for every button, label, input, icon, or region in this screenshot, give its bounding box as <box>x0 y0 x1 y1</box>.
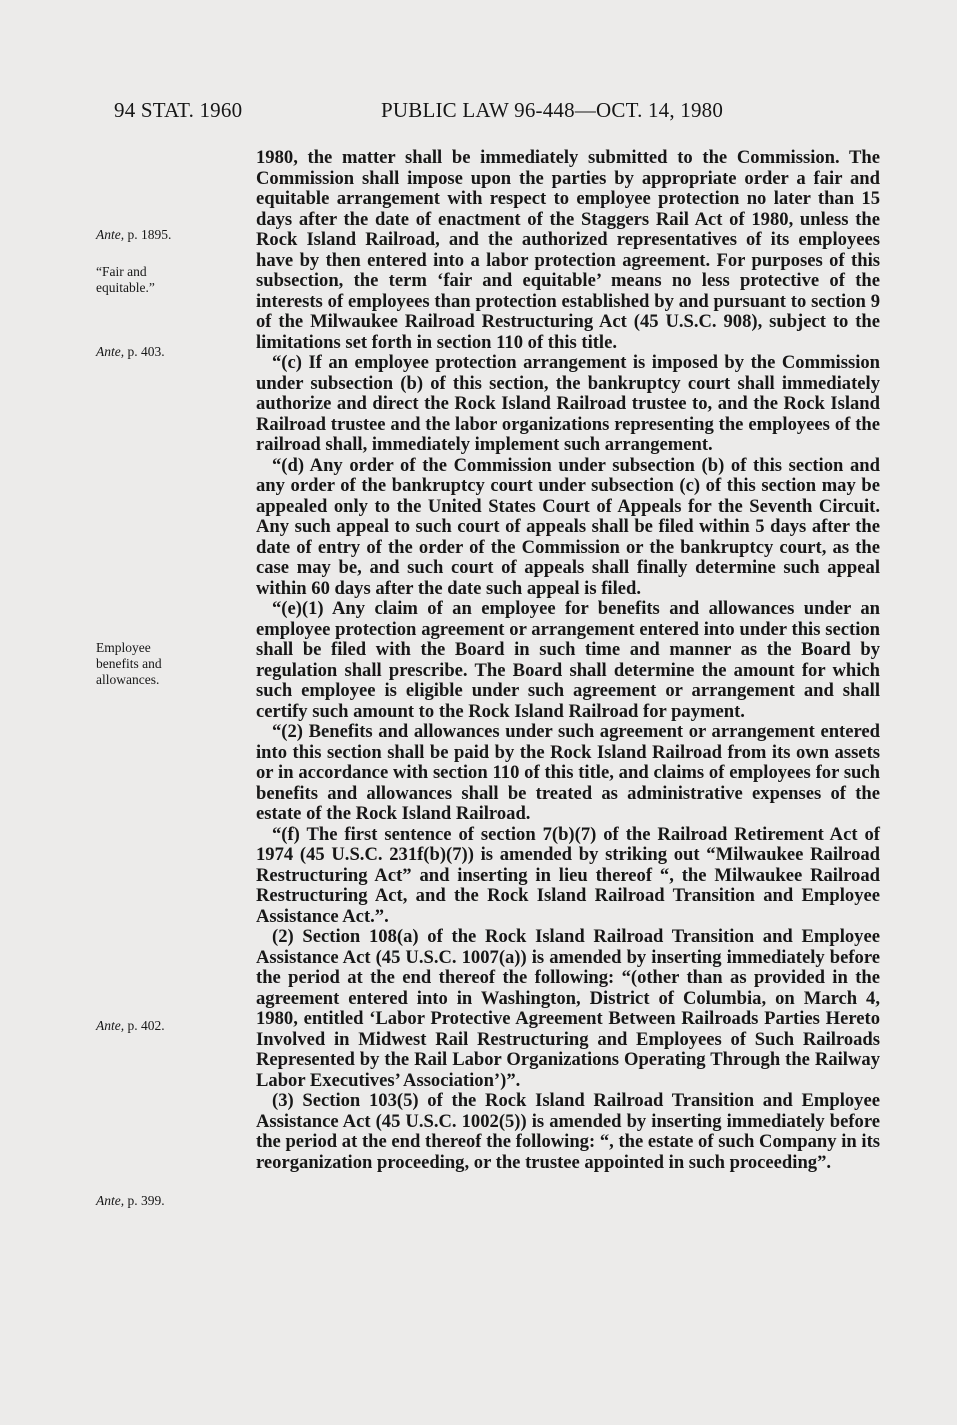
margin-note-ante-402: Ante, p. 402. <box>96 1018 165 1033</box>
statute-citation: 94 STAT. 1960 <box>114 98 243 122</box>
page-header <box>114 98 874 128</box>
paragraph-continuation: 1980, the matter shall be immediately submitted to the Commission. The Commission shall impose upon the parties by appropriate order a fair and equitable arrangement with respect to employee protection no later than 15 days after the date of enactment of the Staggers Rail Act of 1980, unless the Rock Island Railroad, and the authorized representatives of its employees have by then entered into a labor protection agreement. For purposes of this subsection, the term ‘fair and equitable’ means no less protective of the interests of employees than protection established by and pursuant to section 9 of the Milwaukee Railroad Restructuring Act (45 U.S.C. 908), subject to the limitations set forth in section 110 of this title. <box>256 147 880 353</box>
margin-note-ante-1895: Ante, p. 1895. <box>96 227 172 242</box>
paragraph-subsection-d: “(d) Any order of the Commission under subsection (b) of this section and any order of the bankruptcy court under subsection (c) of this section may be appealed only to the United States Court of Appeals for the Seventh Circuit. Any such appeal to such court of appeals shall be filed within 5 days after the date of entry of the order of the Commission or the bankruptcy court, as the case may be, and such court of appeals shall finally determine such appeal within 60 days after the date such appeal is filed. <box>256 454 880 599</box>
margin-note-employee-benefits: Employee benefits and allowances. <box>96 640 162 687</box>
paragraph-subsection-f: “(f) The first sentence of section 7(b)(7) of the Railroad Retirement Act of 1974 (45 U.S.C. 231f(b)(7)) is amended by striking out “Milwaukee Railroad Restructuring Act” and inserting in lieu thereof “, the Milwaukee Railroad Restructuring Act, and the Rock Island Railroad Transition and Employee Assistance Act.”. <box>256 823 880 927</box>
public-law-title: PUBLIC LAW 96-448—OCT. 14, 1980 <box>381 98 724 122</box>
margin-note-ante-403: Ante, p. 403. <box>96 344 165 359</box>
paragraph-subsection-e2: “(2) Benefits and allowances under such agreement or arrangement entered into this section shall be paid by the Rock Island Railroad from its own assets or in accordance with section 110 of this title, and claims of employees for such benefits and allowances shall be treated as administrative expenses of the estate of the Rock Island Railroad. <box>256 721 880 824</box>
paragraph-section-2: (2) Section 108(a) of the Rock Island Railroad Transition and Employee Assistance Act (45 U.S.C. 1007(a)) is amended by inserting immediately before the period at the end thereof the following: “(other than as provided in the agreement entered into in Washington, District of Columbia, on March 4, 1980, entitled ‘Labor Protective Agreement Between Railroads Parties Hereto Involved in Midwest Rail Restructuring and Employees of Such Railroads Represented by the Rail Labor Organizations Operating Through the Railway Labor Executives’ Association’)”. <box>256 926 880 1091</box>
margin-note-fair-equitable: “Fair and equitable.” <box>96 264 155 295</box>
statute-body <box>256 148 880 1173</box>
paragraph-subsection-e1: “(e)(1) Any claim of an employee for benefits and allowances under an employee protection agreement or arrangement entered into under this section shall be filed with the Board in such time and manner as the Board by regulation shall prescribe. The Board shall determine the amount for which such employee is eligible under such agreement or arrangement and shall certify such amount to the Rock Island Railroad for payment. <box>256 598 880 722</box>
paragraph-section-3: (3) Section 103(5) of the Rock Island Railroad Transition and Employee Assistance Act (45 U.S.C. 1002(5)) is amended by inserting immediately before the period at the end thereof the following: “, the estate of such Company in its reorganization proceeding, or the trustee appointed in such proceeding”. <box>256 1090 880 1173</box>
margin-note-ante-399: Ante, p. 399. <box>96 1193 165 1208</box>
paragraph-subsection-c: “(c) If an employee protection arrangement is imposed by the Commission under subsection (b) of this section, the bankruptcy court shall immediately authorize and direct the Rock Island Railroad trustee to, and the Rock Island Railroad trustee and the labor organizations representing the employees of the railroad shall, immediately implement such arrangement. <box>256 352 880 455</box>
